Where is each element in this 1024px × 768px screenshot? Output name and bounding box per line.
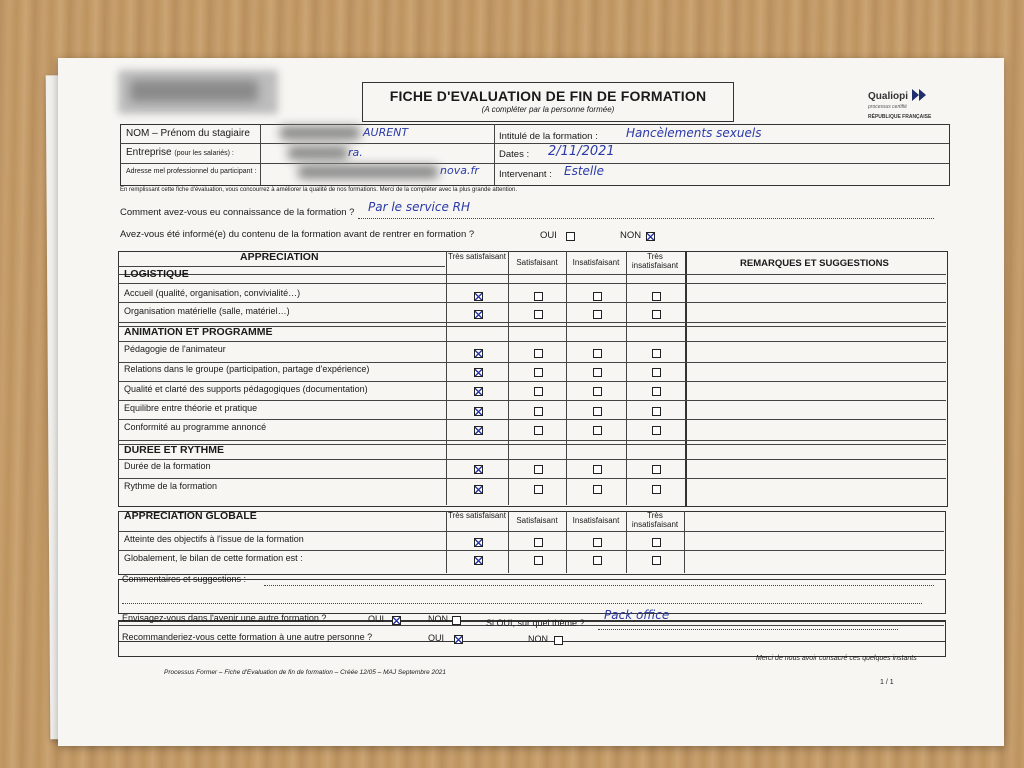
logo-tagline: processus certifié bbox=[868, 104, 907, 110]
informe-non-label: NON bbox=[620, 230, 642, 241]
col-tres-insatisfaisant: Très insatisfaisant bbox=[631, 252, 679, 270]
footer-text: Processus Former – Fiche d'Evaluation de fin de formation – Créée 12/05 – MAJ Septembre 2021 bbox=[164, 669, 446, 676]
intitule-label: Intitulé de la formation : bbox=[499, 131, 598, 142]
row-relations: Relations dans le groupe (participation, partage d'expérience) bbox=[124, 364, 370, 374]
rythme-tres-insatisfaisant-checkbox[interactable] bbox=[652, 485, 661, 494]
intro-text: En remplissant cette fiche d'évaluation, vous concourrez à améliorer la qualité de nos formations. Merci de la compléter avec la plus grande attention. bbox=[120, 187, 518, 193]
future-q1-non-label: NON bbox=[428, 614, 448, 624]
entreprise-label-text: Entreprise bbox=[126, 147, 172, 158]
globale-col-tres-insatisfaisant: Très insatisfaisant bbox=[631, 511, 679, 529]
remarks-column bbox=[686, 251, 948, 507]
equilibre-insatisfaisant-checkbox[interactable] bbox=[593, 407, 602, 416]
redacted-company bbox=[288, 146, 348, 160]
intervenant-label: Intervenant : bbox=[499, 169, 552, 180]
relations-tres-insatisfaisant-checkbox[interactable] bbox=[652, 368, 661, 377]
future-q2-oui-checkbox[interactable] bbox=[454, 635, 463, 644]
intervenant-value[interactable]: Estelle bbox=[564, 164, 604, 178]
adresse-label: Adresse mel professionnel du participant : bbox=[126, 168, 257, 175]
qualiopi-logo bbox=[868, 86, 931, 120]
future-q2-non-checkbox[interactable] bbox=[554, 636, 563, 645]
row-objectifs: Atteinte des objectifs à l'issue de la formation bbox=[124, 534, 304, 544]
play-arrows-icon-2 bbox=[919, 89, 926, 101]
nom-label: NOM – Prénom du stagiaire bbox=[126, 128, 250, 139]
redacted-logo bbox=[130, 80, 258, 102]
organisation-tres-satisfaisant-checkbox[interactable] bbox=[474, 310, 483, 319]
organisation-insatisfaisant-checkbox[interactable] bbox=[593, 310, 602, 319]
informe-oui-label: OUI bbox=[540, 230, 557, 241]
nom-value[interactable]: AURENT bbox=[363, 126, 409, 139]
organisation-satisfaisant-checkbox[interactable] bbox=[534, 310, 543, 319]
section-duree: DUREE ET RYTHME bbox=[124, 444, 224, 456]
relations-insatisfaisant-checkbox[interactable] bbox=[593, 368, 602, 377]
commentaires-label: Commentaires et suggestions : bbox=[122, 574, 247, 584]
duree-insatisfaisant-checkbox[interactable] bbox=[593, 465, 602, 474]
conformite-insatisfaisant-checkbox[interactable] bbox=[593, 426, 602, 435]
future-q1-theme-value[interactable]: Pack office bbox=[604, 608, 670, 622]
connaissance-answer[interactable]: Par le service RH bbox=[368, 200, 471, 214]
bilan-tres-satisfaisant-checkbox[interactable] bbox=[474, 556, 483, 565]
duree-tres-satisfaisant-checkbox[interactable] bbox=[474, 465, 483, 474]
conformite-satisfaisant-checkbox[interactable] bbox=[534, 426, 543, 435]
row-accueil: Accueil (qualité, organisation, convivialité…) bbox=[124, 288, 301, 298]
qualite-satisfaisant-checkbox[interactable] bbox=[534, 387, 543, 396]
objectifs-tres-insatisfaisant-checkbox[interactable] bbox=[652, 538, 661, 547]
col-satisfaisant: Satisfaisant bbox=[516, 258, 558, 267]
rythme-satisfaisant-checkbox[interactable] bbox=[534, 485, 543, 494]
thanks-text: Merci de nous avoir consacré ces quelques instants bbox=[756, 655, 917, 662]
objectifs-tres-satisfaisant-checkbox[interactable] bbox=[474, 538, 483, 547]
intitule-value[interactable]: Hancèlements sexuels bbox=[626, 126, 762, 140]
bilan-tres-insatisfaisant-checkbox[interactable] bbox=[652, 556, 661, 565]
row-conformite: Conformité au programme annoncé bbox=[124, 422, 267, 432]
objectifs-satisfaisant-checkbox[interactable] bbox=[534, 538, 543, 547]
logo-republic: RÉPUBLIQUE FRANÇAISE bbox=[868, 114, 932, 120]
accueil-satisfaisant-checkbox[interactable] bbox=[534, 292, 543, 301]
duree-satisfaisant-checkbox[interactable] bbox=[534, 465, 543, 474]
globale-title: APPRECIATION GLOBALE bbox=[124, 510, 257, 522]
evaluation-form bbox=[58, 58, 1004, 746]
informe-oui-checkbox[interactable] bbox=[566, 232, 575, 241]
equilibre-tres-satisfaisant-checkbox[interactable] bbox=[474, 407, 483, 416]
dates-value[interactable]: 2/11/2021 bbox=[548, 144, 615, 159]
conformite-tres-insatisfaisant-checkbox[interactable] bbox=[652, 426, 661, 435]
form-title-box bbox=[362, 82, 734, 122]
row-duree: Durée de la formation bbox=[124, 461, 211, 471]
future-q2-oui-label: OUI bbox=[428, 633, 445, 643]
entreprise-sub: (pour les salariés) : bbox=[174, 150, 234, 157]
entreprise-value[interactable]: ra. bbox=[348, 146, 363, 159]
future-q1-oui-checkbox[interactable] bbox=[392, 616, 401, 625]
row-rythme: Rythme de la formation bbox=[124, 481, 218, 491]
informe-non-checkbox[interactable] bbox=[646, 232, 655, 241]
future-q1-oui-label: OUI bbox=[368, 614, 385, 624]
row-qualite: Qualité et clarté des supports pédagogiques (documentation) bbox=[124, 384, 368, 394]
pedagogie-tres-insatisfaisant-checkbox[interactable] bbox=[652, 349, 661, 358]
bilan-insatisfaisant-checkbox[interactable] bbox=[593, 556, 602, 565]
rythme-tres-satisfaisant-checkbox[interactable] bbox=[474, 485, 483, 494]
pedagogie-tres-satisfaisant-checkbox[interactable] bbox=[474, 349, 483, 358]
accueil-tres-insatisfaisant-checkbox[interactable] bbox=[652, 292, 661, 301]
dates-label: Dates : bbox=[499, 149, 530, 160]
row-equilibre: Equilibre entre théorie et pratique bbox=[124, 403, 258, 413]
future-q1-non-checkbox[interactable] bbox=[452, 616, 461, 625]
conformite-tres-satisfaisant-checkbox[interactable] bbox=[474, 426, 483, 435]
qualite-insatisfaisant-checkbox[interactable] bbox=[593, 387, 602, 396]
accueil-tres-satisfaisant-checkbox[interactable] bbox=[474, 292, 483, 301]
entreprise-label bbox=[126, 147, 234, 158]
page-number: 1 / 1 bbox=[880, 679, 894, 686]
qualite-tres-satisfaisant-checkbox[interactable] bbox=[474, 387, 483, 396]
pedagogie-satisfaisant-checkbox[interactable] bbox=[534, 349, 543, 358]
row-organisation: Organisation matérielle (salle, matériel…) bbox=[124, 306, 290, 316]
adresse-value[interactable]: nova.fr bbox=[440, 164, 479, 177]
equilibre-tres-insatisfaisant-checkbox[interactable] bbox=[652, 407, 661, 416]
relations-satisfaisant-checkbox[interactable] bbox=[534, 368, 543, 377]
col-insatisfaisant: Insatisfaisant bbox=[572, 258, 620, 267]
bilan-satisfaisant-checkbox[interactable] bbox=[534, 556, 543, 565]
play-arrows-icon bbox=[912, 89, 919, 101]
future-q1-label: Envisagez-vous dans l'avenir une autre formation ? bbox=[122, 613, 327, 623]
section-animation: ANIMATION ET PROGRAMME bbox=[124, 326, 273, 338]
globale-col-insatisfaisant: Insatisfaisant bbox=[572, 516, 620, 525]
rythme-insatisfaisant-checkbox[interactable] bbox=[593, 485, 602, 494]
future-q1-theme-label: Si OUI, sur quel thème ? bbox=[486, 618, 585, 628]
row-pedagogie: Pédagogie de l'animateur bbox=[124, 344, 226, 354]
pedagogie-insatisfaisant-checkbox[interactable] bbox=[593, 349, 602, 358]
appreciation-header: APPRECIATION bbox=[240, 251, 319, 263]
objectifs-insatisfaisant-checkbox[interactable] bbox=[593, 538, 602, 547]
globale-col-satisfaisant: Satisfaisant bbox=[516, 516, 558, 525]
future-q2-label: Recommanderiez-vous cette formation à une autre personne ? bbox=[122, 632, 373, 642]
accueil-insatisfaisant-checkbox[interactable] bbox=[593, 292, 602, 301]
connaissance-label: Comment avez-vous eu connaissance de la formation ? bbox=[120, 207, 355, 218]
informe-label: Avez-vous été informé(e) du contenu de la formation avant de rentrer en formation ? bbox=[120, 229, 475, 240]
form-subtitle: (A compléter par la personne formée) bbox=[481, 105, 615, 114]
logo-name: Qualiopi bbox=[868, 91, 908, 102]
redacted-name bbox=[280, 126, 360, 140]
equilibre-satisfaisant-checkbox[interactable] bbox=[534, 407, 543, 416]
col-tres-satisfaisant: Très satisfaisant bbox=[448, 252, 506, 261]
redacted-email bbox=[298, 165, 438, 179]
qualite-tres-insatisfaisant-checkbox[interactable] bbox=[652, 387, 661, 396]
organisation-tres-insatisfaisant-checkbox[interactable] bbox=[652, 310, 661, 319]
row-bilan: Globalement, le bilan de cette formation est : bbox=[124, 553, 303, 563]
globale-col-tres-satisfaisant: Très satisfaisant bbox=[448, 511, 506, 520]
section-logistique: LOGISTIQUE bbox=[124, 268, 189, 280]
duree-tres-insatisfaisant-checkbox[interactable] bbox=[652, 465, 661, 474]
form-title: FICHE D'EVALUATION DE FIN DE FORMATION bbox=[389, 88, 707, 104]
future-q2-non-label: NON bbox=[528, 634, 548, 644]
remarks-header: REMARQUES ET SUGGESTIONS bbox=[740, 258, 889, 269]
relations-tres-satisfaisant-checkbox[interactable] bbox=[474, 368, 483, 377]
